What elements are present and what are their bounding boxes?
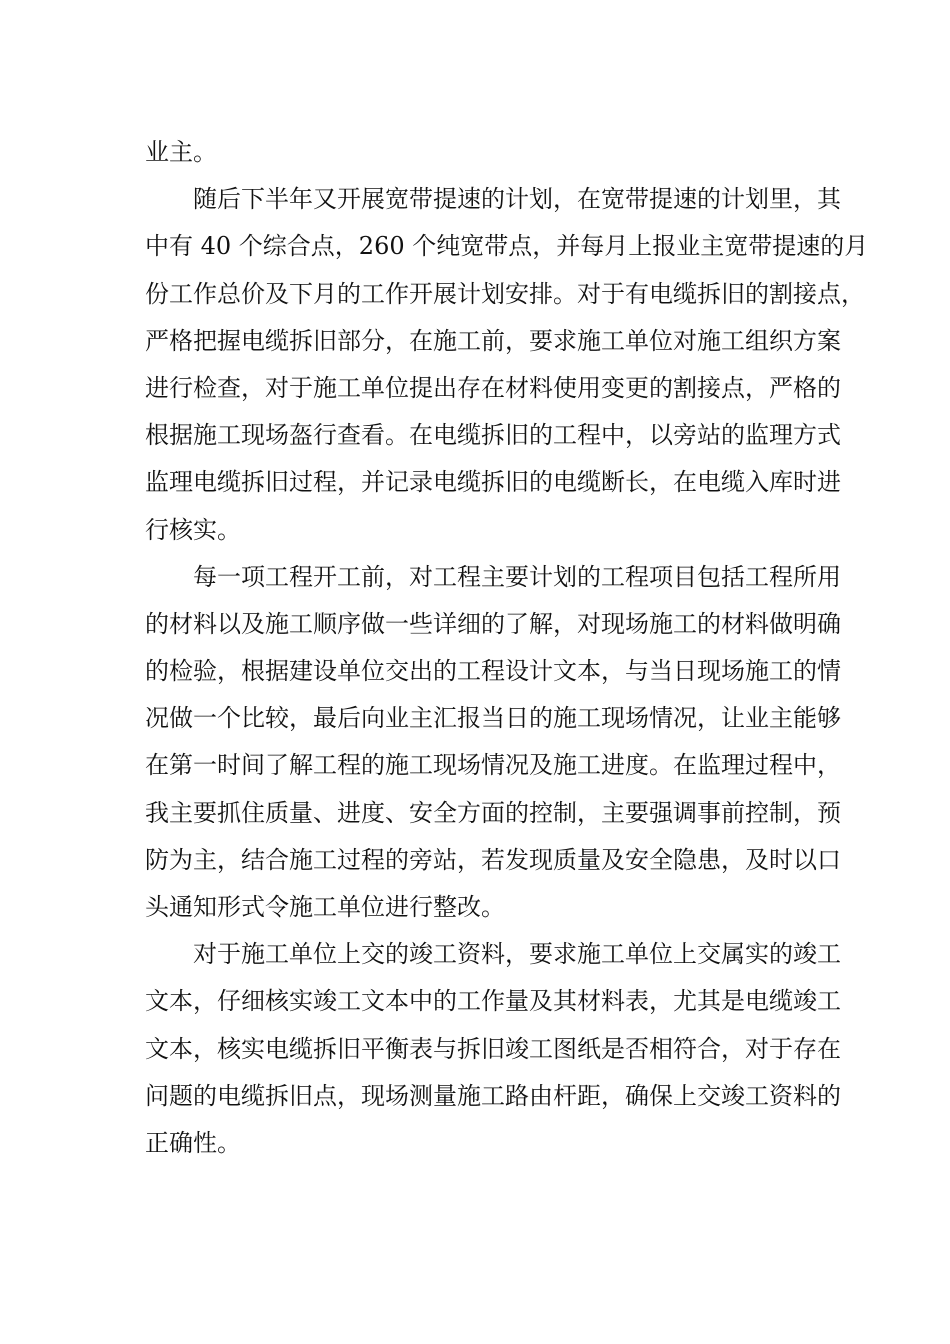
- text-line: 头通知形式令施工单位进行整改。: [145, 893, 505, 921]
- text-line: 的检验，根据建设单位交出的工程设计文本，与当日现场施工的情: [145, 657, 841, 686]
- text-line: 行核实。: [145, 515, 241, 544]
- text-line: 监理电缆拆旧过程，并记录电缆拆旧的电缆断长，在电缆入库时进: [145, 468, 841, 497]
- text-line: 进行检查，对于施工单位提出存在材料使用变更的割接点，严格的: [145, 373, 841, 402]
- text-line: 在第一时间了解工程的施工现场情况及施工进度。在监理过程中，: [145, 751, 841, 780]
- text-line: 正确性。: [145, 1128, 241, 1157]
- text-line: 随后下半年又开展宽带提速的计划，在宽带提速的计划里，其: [193, 185, 841, 214]
- text-line: 我主要抓住质量、进度、安全方面的控制，主要强调事前控制，预: [145, 798, 841, 827]
- text-line: 文本，仔细核实竣工文本中的工作量及其材料表，尤其是电缆竣工: [145, 987, 841, 1016]
- text-line: 况做一个比较，最后向业主汇报当日的施工现场情况，让业主能够: [145, 704, 841, 733]
- body-text: [145, 129, 869, 1167]
- text-line: 业主。: [145, 138, 217, 166]
- text-line: 根据施工现场盔行查看。在电缆拆旧的工程中，以旁站的监理方式: [145, 421, 841, 450]
- text-line: 问题的电缆拆旧点，现场测量施工路由杆距，确保上交竣工资料的: [145, 1081, 841, 1110]
- text-line: 每一项工程开工前，对工程主要计划的工程项目包括工程所用: [193, 562, 841, 591]
- text-line: 防为主，结合施工过程的旁站，若发现质量及安全隐患，及时以口: [145, 845, 841, 874]
- text-line: 文本，核实电缆拆旧平衡表与拆旧竣工图纸是否相符合，对于存在: [145, 1034, 841, 1063]
- text-line: 中有 40 个综合点，260 个纯宽带点，并每月上报业主宽带提速的月: [145, 232, 869, 261]
- text-line: 的材料以及施工顺序做一些详细的了解，对现场施工的材料做明确: [145, 609, 841, 638]
- text-line: 严格把握电缆拆旧部分，在施工前，要求施工单位对施工组织方案: [145, 326, 841, 355]
- text-line: 对于施工单位上交的竣工资料，要求施工单位上交属实的竣工: [193, 940, 841, 969]
- text-line: 份工作总价及下月的工作开展计划安排。对于有电缆拆旧的割接点，: [145, 279, 865, 308]
